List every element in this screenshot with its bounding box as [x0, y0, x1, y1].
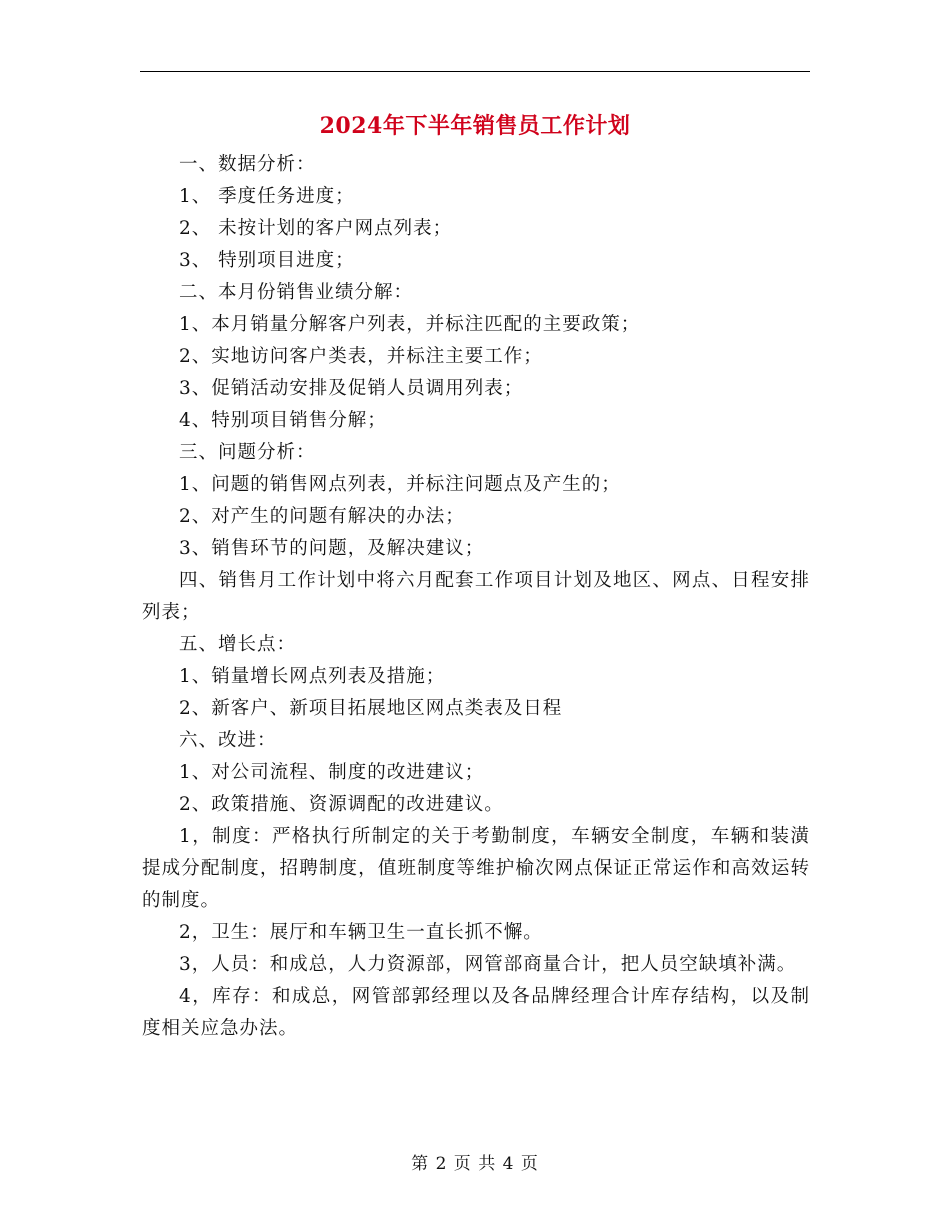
- page-number-footer: 第 2 页 共 4 页: [411, 1154, 539, 1174]
- paragraph: 三、问题分析：: [179, 442, 316, 463]
- paragraph: 4、特别项目销售分解；: [179, 410, 387, 431]
- paragraph: 1、问题的销售网点列表，并标注问题点及产生的；: [179, 474, 621, 495]
- paragraph: 3、销售环节的问题，及解决建议；: [179, 538, 485, 559]
- document-body: [142, 149, 810, 1045]
- paragraph: 2、新客户、新项目拓展地区网点类表及日程: [179, 698, 563, 719]
- paragraph: 二、本月份销售业绩分解：: [179, 282, 414, 303]
- header-rule: [140, 71, 810, 72]
- paragraph: 1，制度：严格执行所制定的关于考勤制度，车辆安全制度，车辆和装潢提成分配制度，招聘制度，值班制度等维护榆次网点保证正常运作和高效运转的制度。: [142, 826, 810, 911]
- paragraph: 2、对产生的问题有解决的办法；: [179, 506, 465, 527]
- paragraph: 1、本月销量分解客户列表，并标注匹配的主要政策；: [179, 314, 641, 335]
- paragraph: 1、销量增长网点列表及措施；: [179, 666, 446, 687]
- document-title: 2024年下半年销售员工作计划: [319, 113, 631, 139]
- paragraph: 2，卫生：展厅和车辆卫生一直长抓不懈。: [179, 922, 543, 943]
- paragraph: 4，库存：和成总，网管部郭经理以及各品牌经理合计库存结构，以及制度相关应急办法。: [142, 986, 810, 1039]
- paragraph: 2、 未按计划的客户网点列表；: [179, 218, 453, 239]
- paragraph: 3、促销活动安排及促销人员调用列表；: [179, 378, 524, 399]
- paragraph: 四、销售月工作计划中将六月配套工作项目计划及地区、网点、日程安排列表；: [142, 570, 810, 623]
- paragraph: 1、 季度任务进度；: [179, 186, 355, 207]
- paragraph: 五、增长点：: [179, 634, 297, 655]
- paragraph: 六、改进：: [179, 730, 277, 751]
- paragraph: 2、实地访问客户类表，并标注主要工作；: [179, 346, 543, 367]
- paragraph: 一、数据分析：: [179, 154, 316, 175]
- paragraph: 2、政策措施、资源调配的改进建议。: [179, 794, 504, 815]
- paragraph: 1、对公司流程、制度的改进建议；: [179, 762, 485, 783]
- paragraph: 3，人员：和成总，人力资源部，网管部商量合计，把人员空缺填补满。: [179, 954, 797, 975]
- paragraph: 3、 特别项目进度；: [179, 250, 355, 271]
